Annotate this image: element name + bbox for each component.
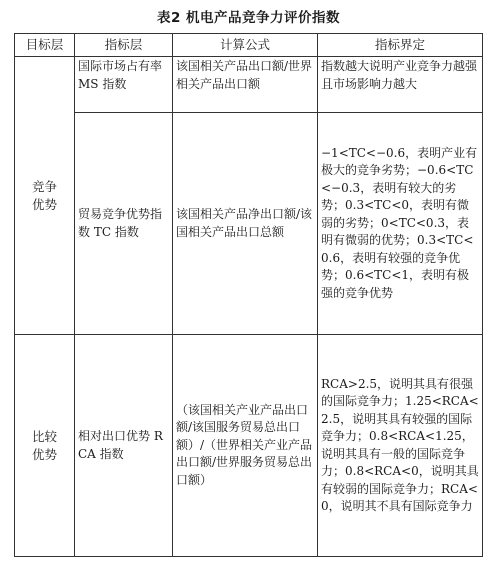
definition-text: RCA>2.5，说明其具有很强的国际竞争力；1.25<RCA<2.5，说明其具有较强的国际竞争力；0.8<RCA<1.25，说明其具有一般的国际竞争力；0.8<RCA<0，说明其具有较弱的国际竞争力；RCA<0，说明其不具有国际竞争力: [321, 376, 479, 513]
goal-cell-competitive: [15, 57, 75, 335]
indicator-text: 贸易竞争优势指数 TC 指数: [78, 207, 163, 239]
definition-cell: [318, 335, 483, 557]
table-row: [15, 335, 483, 557]
table-title: 表2 机电产品竞争力评价指数: [156, 10, 341, 26]
goal-label: 比较优势: [31, 429, 57, 462]
header-row: [15, 34, 483, 57]
table-row: [15, 57, 483, 113]
formula-cell: [173, 113, 318, 335]
formula-cell: [173, 57, 318, 113]
indicator-cell: [75, 113, 173, 335]
definition-text: 指数越大说明产业竞争力越强且市场影响力越大: [321, 59, 478, 91]
header-formula: 计算公式: [173, 34, 318, 57]
formula-text: 该国相关产品净出口额/该国相关产品出口总额: [176, 207, 313, 239]
goal-cell-comparative: [15, 335, 75, 557]
indicator-cell: [75, 57, 173, 113]
header-indicator-layer: 指标层: [75, 34, 173, 57]
definition-cell: [318, 57, 483, 113]
formula-text: （该国相关产业产品出口额/该国服务贸易总出口额）/（世界相关产业产品出口额/世界服务贸易总出口额）: [176, 402, 313, 487]
indicator-text: 相对出口优势 RCA 指数: [78, 429, 163, 461]
formula-text: 该国相关产品出口额/世界相关产品出口额: [176, 59, 313, 91]
header-goal-layer: 目标层: [15, 34, 75, 57]
definition-cell: [318, 113, 483, 335]
table-row: [15, 113, 483, 335]
formula-cell: [173, 335, 318, 557]
indicator-cell: [75, 335, 173, 557]
goal-label: 竞争优势: [31, 179, 57, 212]
definition-text: −1<TC<−0.6，表明产业有极大的竞争劣势；−0.6<TC<−0.3，表明有较大的劣势；0.3<TC<0，表明有微弱的劣势；0<TC<0.3，表明有微弱的优势；0.3<TC<0.6，表明有较强的竞争优势；0.6<TC<1，表明有极强的竞争优势: [321, 145, 478, 300]
evaluation-table: [14, 33, 483, 557]
header-definition: 指标界定: [318, 34, 483, 57]
indicator-text: 国际市场占有率 MS 指数: [78, 59, 163, 91]
